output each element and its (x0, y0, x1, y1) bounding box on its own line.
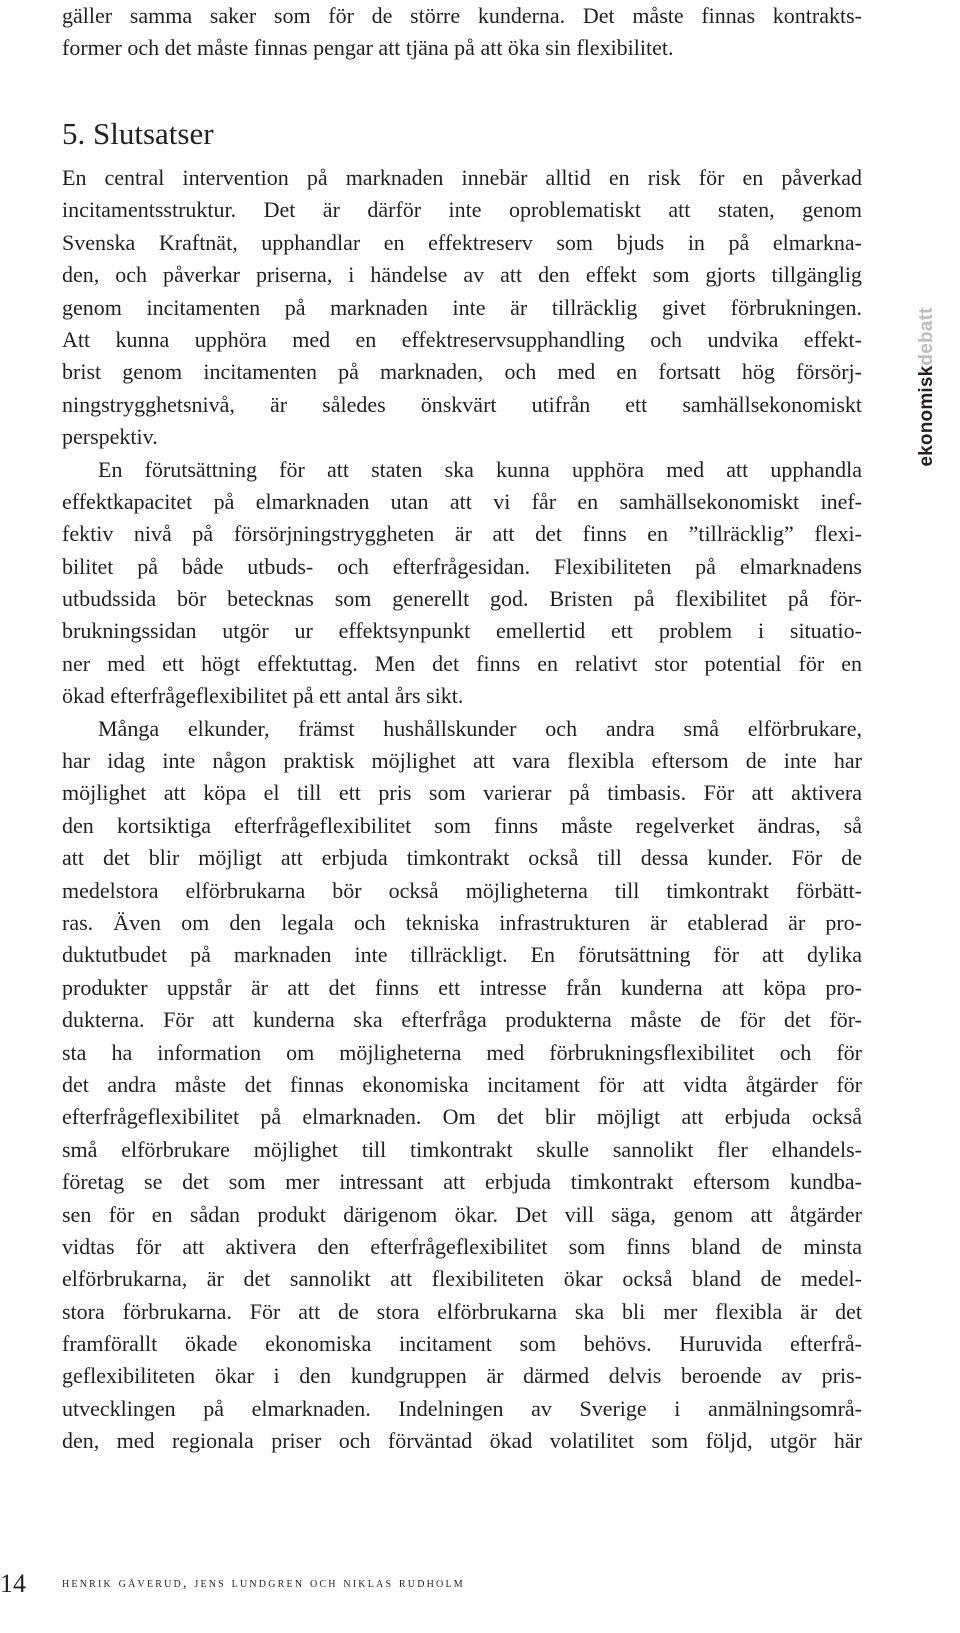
text-line: företag se det som mer intressant att erbjuda timkontrakt eftersom kundba- (62, 1169, 862, 1195)
journal-name-bold: ekonomisk (916, 365, 937, 467)
text-line: den, med regionala priser och förväntad ökad volatilitet som följd, utgör här (62, 1428, 862, 1454)
text-line: det andra måste det finnas ekonomiska incitament för att vidta åtgärder för (62, 1071, 862, 1097)
text-line: framförallt ökade ekonomiska incitament som behövs. Huruvida efterfrå- (62, 1331, 862, 1357)
text-line: brist genom incitamenten på marknaden, och med en fortsatt hög försörj- (62, 359, 862, 385)
text-line: duktutbudet på marknaden inte tillräckligt. En förutsättning för att dylika (62, 942, 862, 968)
journal-name (916, 307, 938, 466)
text-line: små elförbrukare möjlighet till timkontrakt skulle sannolikt fler elhandels- (62, 1136, 862, 1162)
text-line: sta ha information om möjligheterna med förbrukningsflexibilitet och för (62, 1039, 862, 1065)
text-line: effektkapacitet på elmarknaden utan att vi får en samhällsekonomiskt inef- (62, 488, 862, 514)
journal-side-tag (912, 302, 942, 472)
running-footer-authors: henrik gåverud, jens lundgren och niklas rudholm (62, 1576, 465, 1591)
text-line: den kortsiktiga efterfrågeflexibilitet som finns måste regelverket ändras, så (62, 812, 862, 838)
top-paragraph-fragment (62, 0, 862, 65)
text-line: ner med ett högt effektuttag. Men det finns en relativt stor potential för en (62, 650, 862, 676)
text-line: vidtas för att aktivera den efterfrågeflexibilitet som finns bland de minsta (62, 1233, 862, 1259)
body-text (62, 162, 862, 1458)
text-line: En central intervention på marknaden innebär alltid en risk för en påverkad (62, 165, 862, 190)
journal-name-light: debatt (916, 307, 937, 366)
text-line: former och det måste finnas pengar att tjäna på att öka sin flexibilitet. (62, 35, 674, 61)
text-line: brukningssidan utgör ur effektsynpunkt emellertid ett problem i situatio- (62, 618, 862, 644)
section-heading: 5. Slutsatser (62, 116, 214, 151)
text-line: geflexibiliteten ökar i den kundgruppen är därmed delvis beroende av pris- (62, 1363, 862, 1389)
text-line: gäller samma saker som för de större kunderna. Det måste finnas kontrakts- (62, 3, 862, 28)
text-line: att det blir möjligt att erbjuda timkontrakt också till dessa kunder. För de (62, 845, 862, 871)
text-line: stora förbrukarna. För att de stora elförbrukarna ska bli mer flexibla är det (62, 1298, 862, 1324)
text-line: elförbrukarna, är det sannolikt att flexibiliteten ökar också bland de medel- (62, 1266, 862, 1292)
text-line: bilitet på både utbuds- och efterfrågesidan. Flexibiliteten på elmarknadens (62, 553, 862, 579)
text-line: utvecklingen på elmarknaden. Indelningen av Sverige i anmälningsområ- (62, 1395, 862, 1421)
text-line: sen för en sådan produkt därigenom ökar. Det vill säga, genom att åtgärder (62, 1201, 862, 1227)
text-line: den, och påverkar priserna, i händelse av att den effekt som gjorts tillgänglig (62, 262, 862, 288)
text-line: Att kunna upphöra med en effektreservsupphandling och undvika effekt- (62, 326, 862, 352)
text-line: fektiv nivå på försörjningstryggheten är att det finns en ”tillräcklig” flexi- (62, 521, 862, 547)
text-line: ningstrygghetsnivå, är således önskvärt utifrån ett samhällsekonomiskt (62, 391, 862, 417)
text-line: En förutsättning för att staten ska kunna upphöra med att upphandla (98, 456, 862, 482)
text-line: perspektiv. (62, 424, 158, 450)
text-line: medelstora elförbrukarna bör också möjligheterna till timkontrakt förbätt- (62, 877, 862, 903)
text-line: Många elkunder, främst hushållskunder och andra små elförbrukare, (98, 715, 862, 741)
text-line: Svenska Kraftnät, upphandlar en effektreserv som bjuds in på elmarkna- (62, 229, 862, 255)
text-line: genom incitamenten på marknaden inte är tillräcklig givet förbrukningen. (62, 294, 862, 320)
text-line: ras. Även om den legala och tekniska infrastrukturen är etablerad är pro- (62, 909, 862, 935)
page-number: 14 (0, 1569, 26, 1598)
text-line: incitamentsstruktur. Det är därför inte oproblematiskt att staten, genom (62, 197, 862, 223)
text-line: efterfrågeflexibilitet på elmarknaden. Om det blir möjligt att erbjuda också (62, 1104, 862, 1130)
text-line: utbudssida bör betecknas som generellt god. Bristen på flexibilitet på för- (62, 586, 862, 612)
text-line: ökad efterfrågeflexibilitet på ett antal års sikt. (62, 683, 464, 709)
text-line: möjlighet att köpa el till ett pris som varierar på timbasis. För att aktivera (62, 780, 862, 806)
text-line: dukterna. För att kunderna ska efterfråga produkterna måste de för det för- (62, 1007, 862, 1033)
text-line: har idag inte någon praktisk möjlighet att vara flexibla eftersom de inte har (62, 748, 862, 774)
text-line: produkter uppstår är att det finns ett intresse från kunderna att köpa pro- (62, 974, 862, 1000)
